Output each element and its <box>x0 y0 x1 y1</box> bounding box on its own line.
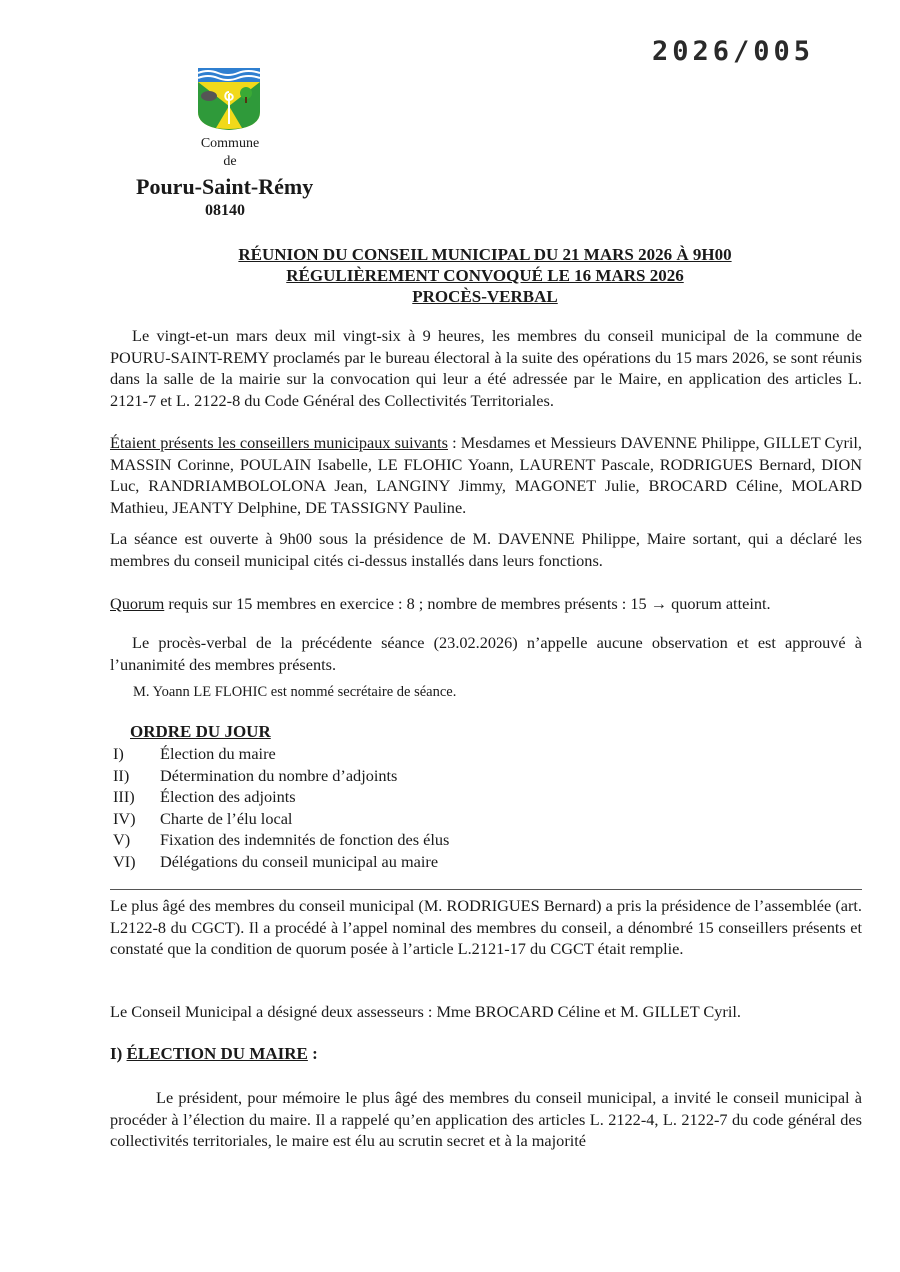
agenda-list <box>113 743 449 872</box>
section-divider <box>110 889 862 890</box>
previous-minutes-paragraph: Le procès-verbal de la précédente séance (23.02.2026) n’appelle aucune observation et est approuvé à l’unanimité des membres présents. <box>110 633 862 674</box>
document-title <box>110 244 860 307</box>
presidency-paragraph: Le plus âgé des membres du conseil municipal (M. RODRIGUES Bernard) a pris la présidence de l’assemblée (art. L2122-8 du CGCT). Il a procédé à l’appel nominal des membres du conseil, a dénombré 15 conseillers présents et constaté que la condition de quorum posée à l’article L.2121-17 du CGCT était remplie. <box>110 896 862 958</box>
present-label: Étaient présents les conseillers municipaux suivants <box>110 433 448 452</box>
agenda-item: III) Élection des adjoints <box>113 787 296 806</box>
quorum-text: requis sur 15 membres en exercice : 8 ; nombre de membres présents : 15 → quorum atteint. <box>164 594 771 613</box>
section-title-election-maire: I) ÉLECTION DU MAIRE : <box>110 1044 318 1063</box>
agenda-item: VI) Délégations du conseil municipal au maire <box>113 851 439 871</box>
title-line-1: RÉUNION DU CONSEIL MUNICIPAL DU 21 MARS 2026 À 9H00 <box>238 245 732 264</box>
secretary-paragraph: M. Yoann LE FLOHIC est nommé secrétaire de séance. <box>133 684 457 700</box>
postcode: 08140 <box>205 202 245 219</box>
agenda-item: I) Élection du maire <box>113 744 276 763</box>
agenda-item: II) Détermination du nombre d’adjoints <box>113 765 398 785</box>
title-line-2: RÉGULIÈREMENT CONVOQUÉ LE 16 MARS 2026 <box>286 266 684 285</box>
document-number: 2026/005 <box>652 36 815 67</box>
present-members-paragraph <box>110 432 862 518</box>
election-paragraph: Le président, pour mémoire le plus âgé des membres du conseil municipal, a invité le conseil municipal à procéder à l’élection du maire. Il a rappelé qu’en application des articles L. 2122-4, L. 2122-7 du code général des collectivités territoriales, le maire est élu au scrutin secret et à la majorité <box>110 1088 862 1150</box>
assessors-paragraph: Le Conseil Municipal a désigné deux assesseurs : Mme BROCARD Céline et M. GILLET Cyril. <box>110 1002 741 1021</box>
commune-label: Commune de <box>200 136 260 169</box>
commune-name: Pouru-Saint-Rémy <box>136 174 314 199</box>
intro-paragraph: Le vingt-et-un mars deux mil vingt-six à 9 heures, les membres du conseil municipal de la commune de POURU-SAINT-REMY proclamés par le bureau électoral à la suite des opérations du 15 mars 2026, se sont réunis dans la salle de la mairie sur la convocation qui leur a été adressée par le Maire, en application des articles L. 2121-7 et L. 2122-8 du Code Général des Collectivités Territoriales. <box>110 326 862 410</box>
title-line-3: PROCÈS-VERBAL <box>412 287 558 306</box>
quorum-paragraph <box>110 593 862 615</box>
present-list: : Mesdames et Messieurs DAVENNE Philippe, GILLET Cyril, MASSIN Corinne, POULAIN Isabelle, LE FLOHIC Yoann, LAURENT Pascale, RODRIGUES Bernard, DION Luc, RANDRIAMBOLOLONA Jean, LANGINY Jimmy, MAGONET Julie, BROCARD Céline, MOLARD Mathieu, JEANTY Delphine, DE TASSIGNY Pauline. <box>110 433 862 517</box>
agenda-item: IV) Charte de l’élu local <box>113 808 293 828</box>
agenda-title: ORDRE DU JOUR <box>130 722 271 741</box>
quorum-label: Quorum <box>110 594 165 613</box>
agenda-item: V) Fixation des indemnités de fonction des élus <box>113 830 450 849</box>
session-opening-paragraph: La séance est ouverte à 9h00 sous la présidence de M. DAVENNE Philippe, Maire sortant, qui a déclaré les membres du conseil municipal cités ci-dessus installés dans leurs fonctions. <box>110 529 862 570</box>
commune-coat-of-arms-icon <box>196 66 262 132</box>
